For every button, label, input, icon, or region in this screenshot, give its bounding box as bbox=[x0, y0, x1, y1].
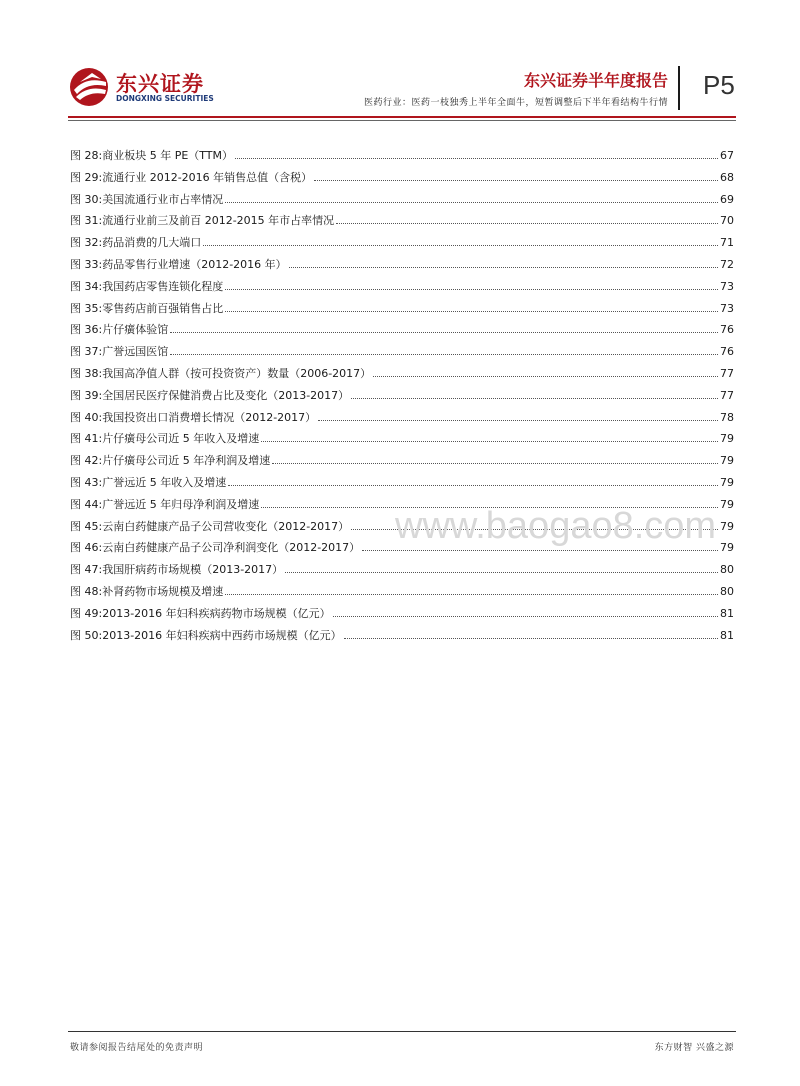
toc-entry-label: 图 37:广誉远国医馆 bbox=[70, 345, 169, 359]
toc-leader-dots bbox=[170, 332, 718, 333]
toc-entry-label: 图 29:流通行业 2012-2016 年销售总值（含税） bbox=[70, 170, 313, 184]
toc-entry[interactable] bbox=[70, 583, 734, 605]
toc-entry-label: 图 40:我国投资出口消费增长情况（2012-2017） bbox=[70, 410, 317, 424]
toc-entry[interactable] bbox=[70, 561, 734, 583]
toc-entry-label: 图 45:云南白药健康产品子公司营收变化（2012-2017） bbox=[70, 519, 350, 533]
toc-entry-label: 图 43:广誉远近 5 年收入及增速 bbox=[70, 475, 227, 489]
toc-entry-label: 图 34:我国药店零售连锁化程度 bbox=[70, 279, 224, 293]
toc-entry-page: 79 bbox=[720, 519, 734, 533]
toc-entry-label: 图 28:商业板块 5 年 PE（TTM） bbox=[70, 149, 234, 162]
toc-leader-dots bbox=[336, 223, 718, 224]
toc-leader-dots bbox=[272, 463, 718, 464]
toc-entry[interactable] bbox=[70, 474, 734, 496]
header-rule-red bbox=[68, 116, 736, 118]
footer-slogan: 东方财智 兴盛之源 bbox=[654, 1043, 734, 1053]
toc-entry-page: 81 bbox=[720, 628, 734, 642]
footer-rule bbox=[68, 1031, 736, 1032]
toc-leader-dots bbox=[228, 485, 718, 486]
toc-entry-page: 77 bbox=[720, 388, 734, 402]
toc-entry[interactable] bbox=[70, 343, 734, 365]
page-number: P5 bbox=[703, 70, 735, 100]
toc-entry-page: 71 bbox=[720, 236, 734, 250]
toc-entry-page: 79 bbox=[720, 454, 734, 468]
toc-leader-dots bbox=[373, 376, 718, 377]
toc-entry-page: 67 bbox=[720, 149, 734, 162]
toc-entry-page: 81 bbox=[720, 606, 734, 620]
toc-leader-dots bbox=[225, 311, 718, 312]
toc-entry-label: 图 32:药品消费的几大端口 bbox=[70, 236, 202, 250]
toc-leader-dots bbox=[344, 638, 718, 639]
toc-leader-dots bbox=[318, 420, 718, 421]
toc-entry-page: 79 bbox=[720, 475, 734, 489]
toc-entry-page: 79 bbox=[720, 432, 734, 446]
toc-entry-label: 图 33:药品零售行业增速（2012-2016 年） bbox=[70, 257, 287, 271]
watermark: www.baogao8.com bbox=[395, 505, 717, 547]
toc-leader-dots bbox=[333, 616, 718, 617]
toc-leader-dots bbox=[285, 572, 718, 573]
toc-entry-label: 图 31:流通行业前三及前百 2012-2015 年市占率情况 bbox=[70, 214, 335, 228]
toc-entry[interactable] bbox=[70, 278, 734, 300]
toc-entry-page: 73 bbox=[720, 279, 734, 293]
toc-entry-page: 78 bbox=[720, 410, 734, 424]
header-rule-gray bbox=[68, 120, 736, 121]
toc-leader-dots bbox=[235, 158, 718, 159]
report-subtitle: 医药行业：医药一枝独秀上半年全面牛，短暂调整后下半年看结构牛行情 bbox=[363, 98, 668, 108]
toc-entry[interactable] bbox=[70, 430, 734, 452]
toc-entry-page: 70 bbox=[720, 214, 734, 228]
toc-entry-page: 80 bbox=[720, 584, 734, 598]
toc-entry-page: 72 bbox=[720, 257, 734, 271]
toc-entry[interactable] bbox=[70, 212, 734, 234]
toc-entry-label: 图 47:我国肝病药市场规模（2013-2017） bbox=[70, 563, 284, 577]
toc-entry-page: 80 bbox=[720, 563, 734, 577]
toc-entry-page: 79 bbox=[720, 541, 734, 555]
toc-entry-label: 图 50:2013-2016 年妇科疾病中西药市场规模（亿元） bbox=[70, 628, 342, 642]
toc-entry-label: 图 44:广誉远近 5 年归母净利润及增速 bbox=[70, 497, 260, 511]
toc-leader-dots bbox=[351, 398, 718, 399]
logo-text-cn: 东兴证券 bbox=[116, 72, 204, 96]
toc-entry-label: 图 30:美国流通行业市占率情况 bbox=[70, 192, 224, 206]
toc-entry-label: 图 38:我国高净值人群（按可投资资产）数量（2006-2017） bbox=[70, 366, 372, 380]
toc-entry[interactable] bbox=[70, 605, 734, 627]
toc-leader-dots bbox=[289, 267, 718, 268]
logo-mark-icon bbox=[68, 66, 112, 108]
toc-entry[interactable] bbox=[70, 321, 734, 343]
toc-entry[interactable] bbox=[70, 300, 734, 322]
toc-entry[interactable] bbox=[70, 387, 734, 409]
toc-entry-label: 图 35:零售药店前百强销售占比 bbox=[70, 301, 224, 315]
toc-entry-page: 76 bbox=[720, 345, 734, 359]
toc-entry-page: 68 bbox=[720, 170, 734, 184]
toc-entry-page: 73 bbox=[720, 301, 734, 315]
footer-disclaimer: 敬请参阅报告结尾处的免责声明 bbox=[70, 1043, 204, 1053]
toc-leader-dots bbox=[203, 245, 718, 246]
figure-index-list bbox=[70, 147, 734, 648]
toc-leader-dots bbox=[261, 441, 718, 442]
toc-entry-label: 图 36:片仔癀体验馆 bbox=[70, 323, 169, 337]
toc-entry-page: 79 bbox=[720, 497, 734, 511]
toc-entry[interactable] bbox=[70, 452, 734, 474]
toc-entry-label: 图 42:片仔癀母公司近 5 年净利润及增速 bbox=[70, 454, 271, 468]
toc-entry-page: 77 bbox=[720, 366, 734, 380]
toc-entry[interactable] bbox=[70, 256, 734, 278]
page-header bbox=[0, 0, 800, 124]
toc-leader-dots bbox=[314, 180, 718, 181]
report-title: 东兴证券半年度报告 bbox=[523, 71, 668, 90]
toc-entry[interactable] bbox=[70, 365, 734, 387]
header-divider bbox=[678, 66, 680, 110]
toc-entry[interactable] bbox=[70, 191, 734, 213]
toc-leader-dots bbox=[225, 594, 718, 595]
toc-leader-dots bbox=[225, 289, 718, 290]
toc-entry-label: 图 41:片仔癀母公司近 5 年收入及增速 bbox=[70, 432, 260, 446]
logo-text-en: DONGXING SECURITIES bbox=[116, 94, 214, 103]
toc-entry-page: 69 bbox=[720, 192, 734, 206]
toc-entry-label: 图 49:2013-2016 年妇科疾病药物市场规模（亿元） bbox=[70, 606, 331, 620]
toc-entry-label: 图 46:云南白药健康产品子公司净利润变化（2012-2017） bbox=[70, 541, 361, 555]
toc-entry[interactable] bbox=[70, 147, 734, 169]
toc-entry-label: 图 48:补肾药物市场规模及增速 bbox=[70, 584, 224, 598]
toc-entry[interactable] bbox=[70, 409, 734, 431]
toc-entry[interactable] bbox=[70, 169, 734, 191]
toc-leader-dots bbox=[225, 202, 718, 203]
company-logo bbox=[68, 66, 214, 108]
toc-leader-dots bbox=[170, 354, 718, 355]
toc-entry[interactable] bbox=[70, 234, 734, 256]
toc-entry-label: 图 39:全国居民医疗保健消费占比及变化（2013-2017） bbox=[70, 388, 350, 402]
toc-entry-page: 76 bbox=[720, 323, 734, 337]
toc-leader-dots bbox=[362, 550, 718, 551]
toc-entry[interactable] bbox=[70, 627, 734, 649]
